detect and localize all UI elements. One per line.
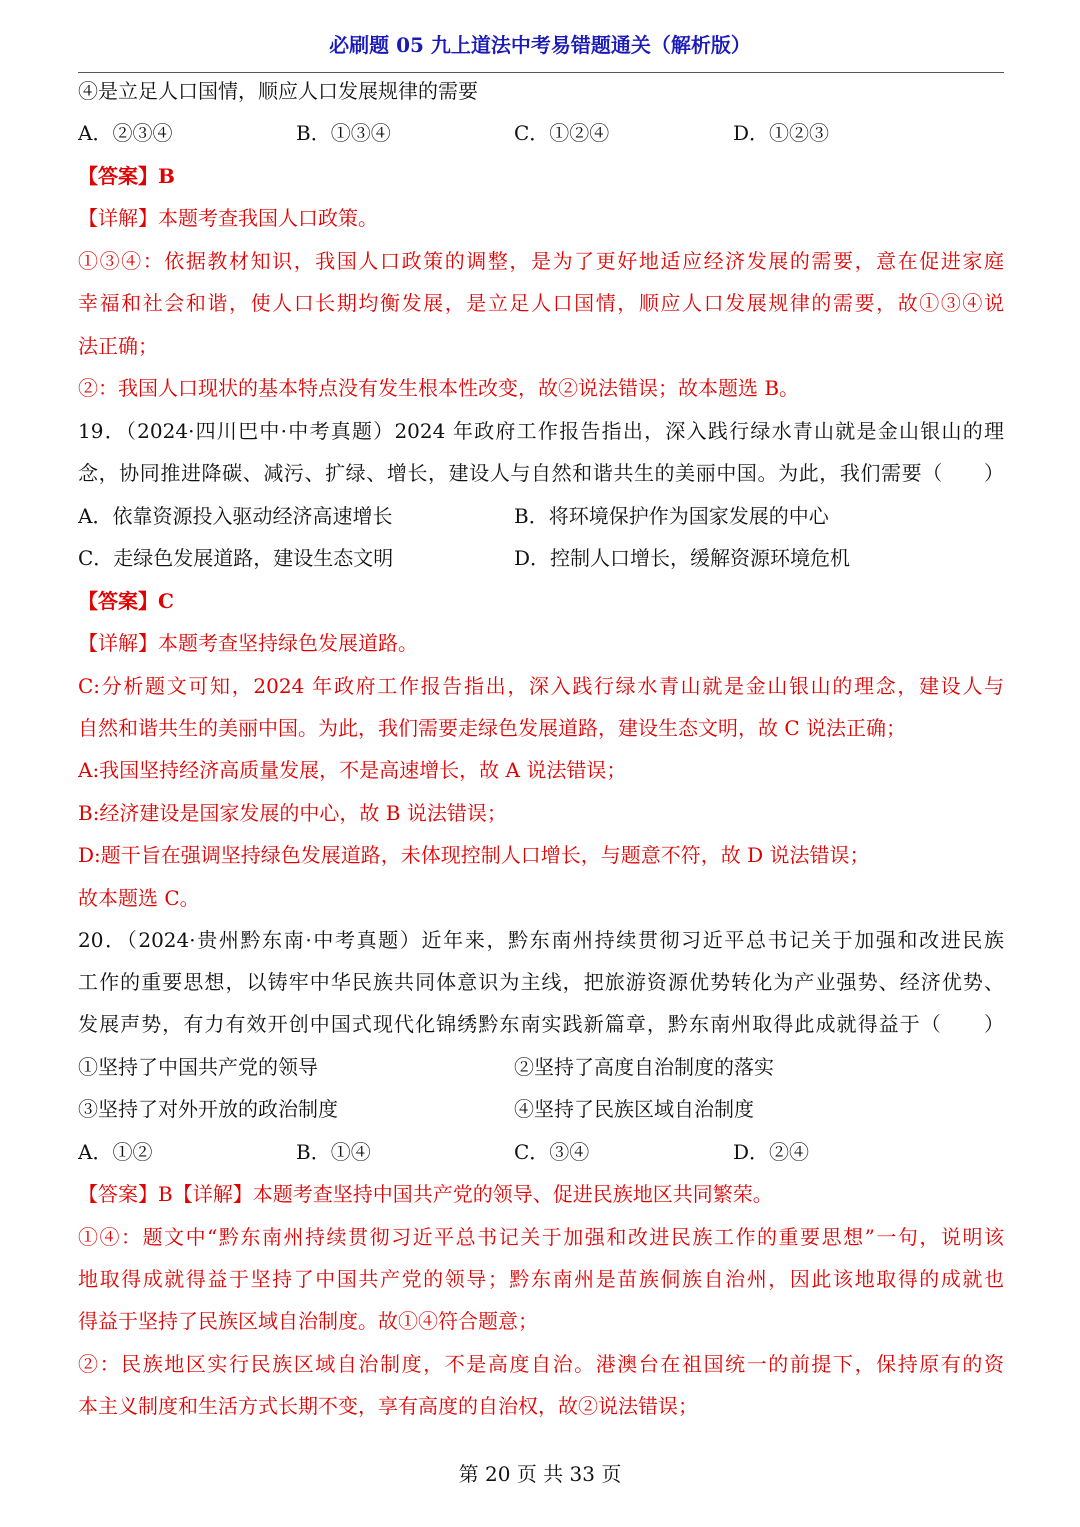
q19-analysis-line: B:经济建设是国家发展的中心，故 B 说法错误； xyxy=(78,801,507,825)
q20-analysis-line: ②：民族地区实行民族区域自治制度，不是高度自治。港澳台在祖国统一的前提下，保持原有的资 xyxy=(78,1352,1004,1376)
q18-options xyxy=(78,112,1004,154)
q20-analysis-line: 得益于坚持了民族区域自治制度。故①④符合题意； xyxy=(78,1309,538,1333)
q18-analysis-line: ①③④：依据教材知识，我国人口政策的调整，是为了更好地适应经济发展的需要，意在促进家庭 xyxy=(78,249,1004,273)
q20-analysis-line: 本主义制度和生活方式长期不变，享有高度的自治权，故②说法错误； xyxy=(78,1394,698,1418)
q19-stem-line: 19．（2024·四川巴中·中考真题）2024 年政府工作报告指出，深入践行绿水青山就是金山银山的理 xyxy=(78,419,1004,443)
q18-option-b: B．①③④ xyxy=(296,121,391,145)
q20-statement-2: ②坚持了高度自治制度的落实 xyxy=(514,1055,774,1079)
q20-analysis-line: 地取得成就得益于坚持了中国共产党的领导；黔东南州是苗族侗族自治州，因此该地取得的成就也 xyxy=(78,1267,1004,1291)
q20-option-a: A．①② xyxy=(78,1140,153,1164)
q18-option-d: D．①②③ xyxy=(733,121,830,145)
q20-options xyxy=(78,1131,1004,1173)
q19-analysis-line: 故本题选 C。 xyxy=(78,886,200,910)
q18-answer: 【答案】B xyxy=(78,164,175,188)
q20-statements-row-1 xyxy=(78,1046,1004,1088)
q20-option-b: B．①④ xyxy=(296,1140,371,1164)
q19-analysis-line: 自然和谐共生的美丽中国。为此，我们需要走绿色发展道路，建设生态文明，故 C 说法正确； xyxy=(78,716,907,740)
q20-statements-row-2 xyxy=(78,1088,1004,1130)
q19-detail: 【详解】本题考查坚持绿色发展道路。 xyxy=(78,631,418,655)
q19-option-a: A．依靠资源投入驱动经济高速增长 xyxy=(78,504,393,528)
q20-analysis-line: ①④：题文中“黔东南州持续贯彻习近平总书记关于加强和改进民族工作的重要思想”一句，说明该 xyxy=(78,1225,1004,1249)
q19-options-row-2 xyxy=(78,537,1004,579)
q18-option-a: A．②③④ xyxy=(78,121,173,145)
q18-analysis-line: ②：我国人口现状的基本特点没有发生根本性改变，故②说法错误；故本题选 B。 xyxy=(78,376,800,400)
q19-options-row-1 xyxy=(78,495,1004,537)
q20-stem-line: 发展声势，有力有效开创中国式现代化锦绣黔东南实践新篇章，黔东南州取得此成就得益于（ ） xyxy=(78,1012,1004,1036)
q20-option-c: C．③④ xyxy=(514,1140,590,1164)
q20-statement-1: ①坚持了中国共产党的领导 xyxy=(78,1055,318,1079)
q20-option-d: D．②④ xyxy=(733,1140,810,1164)
q19-option-d: D．控制人口增长，缓解资源环境危机 xyxy=(514,546,851,570)
q18-analysis-line: 幸福和社会和谐，使人口长期均衡发展，是立足人口国情，顺应人口发展规律的需要，故①③④说 xyxy=(78,291,1004,315)
q20-answer-detail: 【答案】B【详解】本题考查坚持中国共产党的领导、促进民族地区共同繁荣。 xyxy=(78,1182,773,1206)
page-number: 第 20 页 共 33 页 xyxy=(458,1462,622,1486)
q20-statement-4: ④坚持了民族区域自治制度 xyxy=(514,1097,754,1121)
page-header-title: 必刷题 05 九上道法中考易错题通关（解析版） xyxy=(329,33,751,57)
q18-statement-4: ④是立足人口国情，顺应人口发展规律的需要 xyxy=(78,79,478,103)
q19-stem-line: 念，协同推进降碳、减污、扩绿、增长，建设人与自然和谐共生的美丽中国。为此，我们需要（ ） xyxy=(78,461,1004,485)
q18-detail: 【详解】本题考查我国人口政策。 xyxy=(78,206,378,230)
q18-analysis-line: 法正确； xyxy=(78,334,158,358)
q18-option-c: C．①②④ xyxy=(514,121,610,145)
q19-analysis-line: C:分析题文可知，2024 年政府工作报告指出，深入践行绿水青山就是金山银山的理念，建设人与 xyxy=(78,674,1004,698)
q19-analysis-line: D:题干旨在强调坚持绿色发展道路，未体现控制人口增长，与题意不符，故 D 说法错误； xyxy=(78,843,870,867)
q19-option-b: B．将环境保护作为国家发展的中心 xyxy=(514,504,829,528)
q19-option-c: C．走绿色发展道路，建设生态文明 xyxy=(78,546,394,570)
q19-answer: 【答案】C xyxy=(78,589,174,613)
q20-stem-line: 工作的重要思想，以铸牢中华民族共同体意识为主线，把旅游资源优势转化为产业强势、经济优势、 xyxy=(78,970,1004,994)
q20-statement-3: ③坚持了对外开放的政治制度 xyxy=(78,1097,338,1121)
q19-analysis-line: A:我国坚持经济高质量发展，不是高速增长，故 A 说法错误； xyxy=(78,758,627,782)
q20-stem-line: 20．（2024·贵州黔东南·中考真题）近年来，黔东南州持续贯彻习近平总书记关于加强和改进民族 xyxy=(78,928,1004,952)
